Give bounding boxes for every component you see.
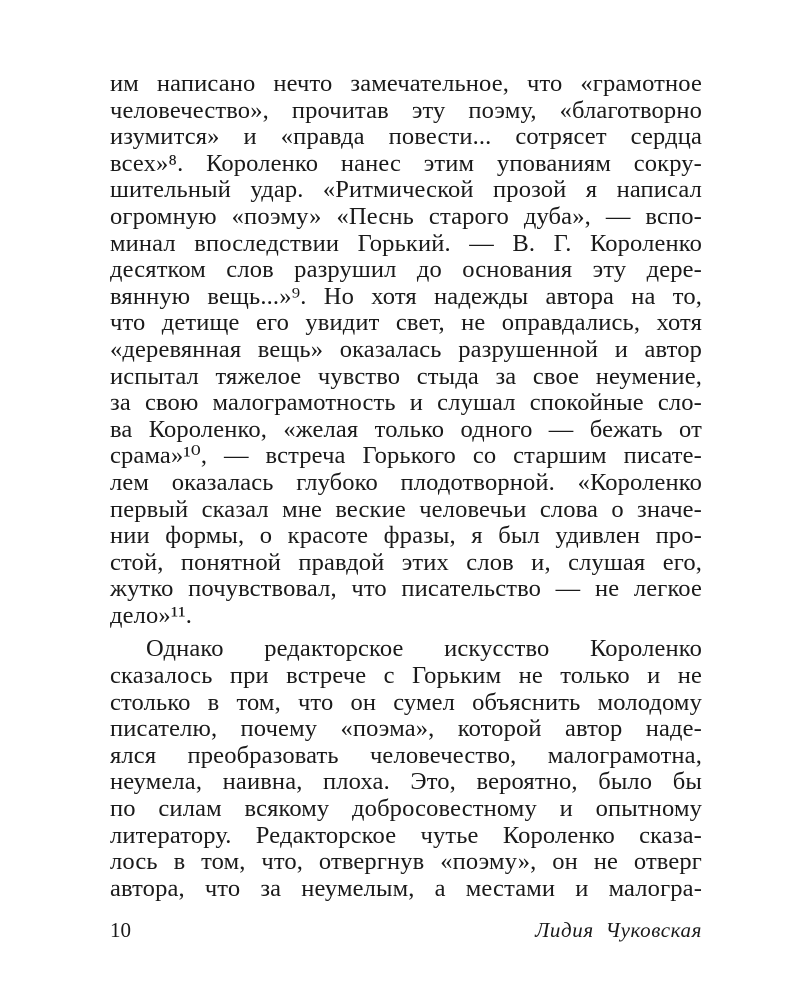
text-line: всех»⁸. Короленко нанес этим упованиям сокру- [110,149,702,177]
text-line: первый сказал мне веские человечьи слова о значе- [110,495,702,523]
text-line: огромную «поэму» «Песнь старого дуба», — вспо- [110,202,702,230]
text-line: столько в том, что он сумел объяснить молодому [110,688,702,716]
text-line: десятком слов разрушил до основания эту дере- [110,256,702,284]
text-line: стой, понятной правдой этих слов и, слушая его, [110,548,702,576]
text-line: вянную вещь...»⁹. Но хотя надежды автора на то, [110,282,702,310]
text-line: им написано нечто замечательное, что «грамотное [110,70,702,97]
text-line: писателю, почему «поэма», которой автор наде- [110,715,702,743]
text-line: сказалось при встрече с Горьким не только и не [110,662,702,690]
page-body [110,71,702,902]
text-line: по силам всякому добросовестному и опытному [110,795,702,823]
page-footer [110,918,702,943]
text-line: срама»¹⁰, — встреча Горького со старшим писате- [110,442,702,470]
text-line: человечество», прочитав эту поэму, «благотворно [110,96,702,124]
text-line: что детище его увидит свет, не оправдались, хотя [110,309,702,337]
text-line: ялся преобразовать человечество, малограмотна, [110,741,702,769]
text-line: лось в том, что, отвергнув «поэму», он не отверг [110,848,702,876]
text-line: ва Короленко, «желая только одного — бежать от [110,415,702,443]
text-line: изумится» и «правда повести... сотрясет сердца [110,123,702,151]
text-line: Однако редакторское искусство Короленко [146,635,702,663]
text-line: минал впоследствии Горький. — В. Г. Короленко [110,229,702,257]
page-number: 10 [110,918,131,942]
text-line: дело»¹¹. [110,601,193,629]
text-line: за свою малограмотность и слушал спокойные сло- [110,389,702,417]
paragraph-1 [110,71,702,629]
text-line: шительный удар. «Ритмической прозой я написал [110,176,702,204]
text-line: жутко почувствовал, что писательство — не легкое [110,575,702,603]
text-line: «деревянная вещь» оказалась разрушенной и автор [110,335,702,363]
running-head-author: Лидия Чуковская [535,918,702,942]
text-line: испытал тяжелое чувство стыда за свое неумение, [110,362,702,390]
paragraph-2 [110,636,702,902]
text-line: автора, что за неумелым, а местами и малогра- [110,874,702,902]
text-line: лем оказалась глубоко плодотворной. «Короленко [110,468,702,496]
text-line: литератору. Редакторское чутье Короленко сказа- [110,821,702,849]
text-line: нии формы, о красоте фразы, я был удивлен про- [110,522,702,550]
text-line: неумела, наивна, плоха. Это, вероятно, было бы [110,768,702,796]
